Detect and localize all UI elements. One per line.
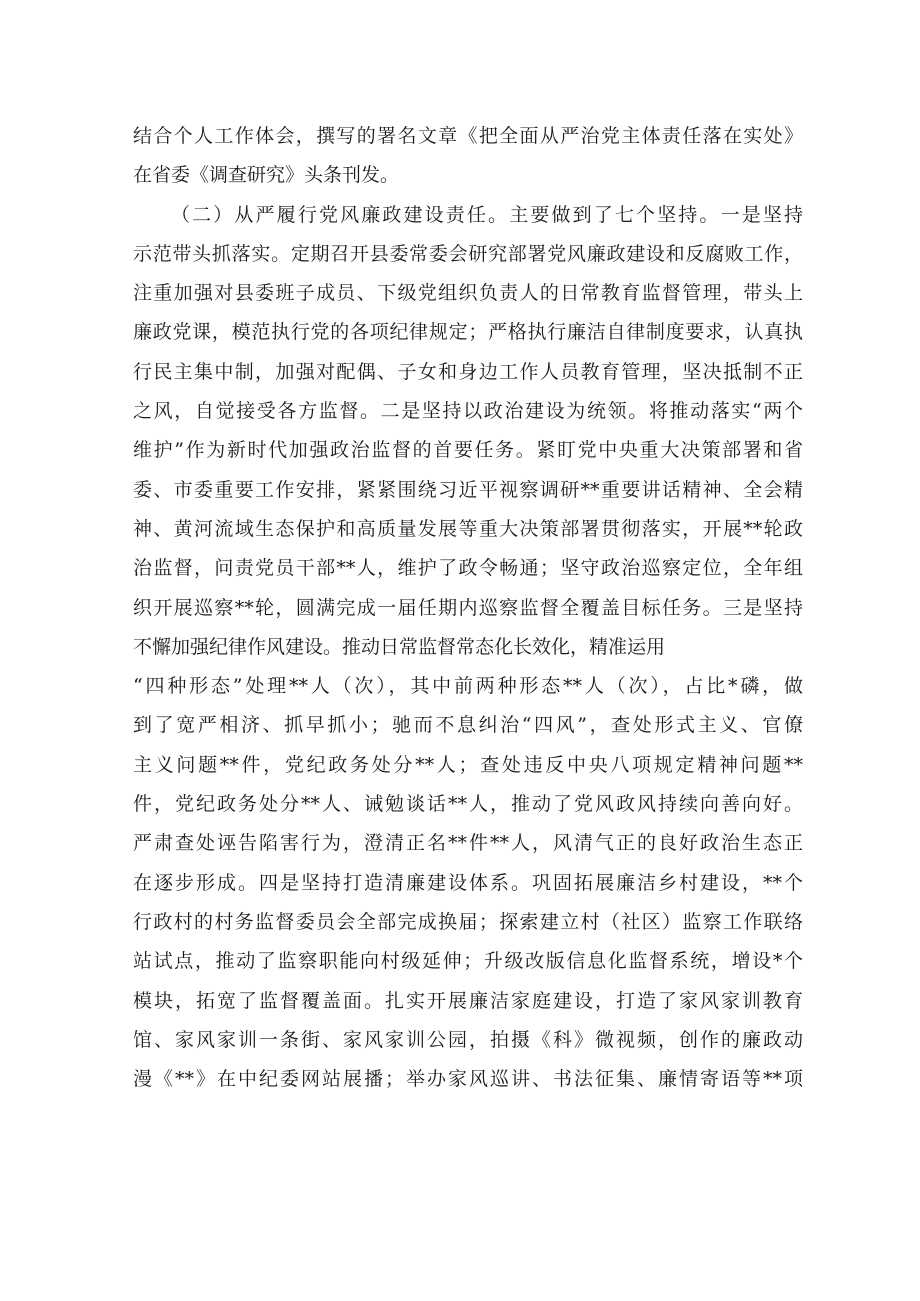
body-text <box>133 117 803 1099</box>
text-line: 模块，拓宽了监督覆盖面。扎实开展廉洁家庭建设，打造了家风家训教育 <box>133 989 803 1012</box>
text-line: 站试点，推动了监察职能向村级延伸；升级改版信息化监督系统，增设*个 <box>133 950 803 973</box>
text-line: 件，党纪政务处分**人、诫勉谈话**人，推动了党风政风持续向善向好。 <box>133 793 803 816</box>
text-line: 不懈加强纪律作风建设。推动日常监督常态化长效化，精准运用 <box>133 635 666 658</box>
text-line: 注重加强对县委班子成员、下级党组织负责人的日常教育监督管理，带头上 <box>133 282 803 305</box>
text-line: 馆、家风家训一条街、家风家训公园，拍摄《科》微视频，创作的廉政动 <box>133 1028 803 1051</box>
text-line: 行政村的村务监督委员会全部完成换届；探索建立村（社区）监察工作联络 <box>133 910 803 933</box>
text-line: 廉政党课，模范执行党的各项纪律规定；严格执行廉洁自律制度要求，认真执 <box>133 321 803 344</box>
text-line: 示范带头抓落实。定期召开县委常委会研究部署党风廉政建设和反腐败工作， <box>133 242 803 265</box>
text-line: 维护”作为新时代加强政治监督的首要任务。紧盯党中央重大决策部署和省 <box>133 439 803 462</box>
text-line: 严肃查处诬告陷害行为，澄清正名**件**人，风清气正的良好政治生态正 <box>133 832 803 855</box>
text-line: 委、市委重要工作安排，紧紧围绕习近平视察调研**重要讲话精神、全会精 <box>133 478 803 501</box>
text-line: 神、黄河流域生态保护和高质量发展等重大决策部署贯彻落实，开展**轮政 <box>133 517 803 540</box>
section-heading-line: （二）从严履行党风廉政建设责任。主要做到了七个坚持。一是坚持 <box>171 203 803 226</box>
text-line: 在省委《调查研究》头条刊发。 <box>133 164 400 187</box>
text-line: 之风，自觉接受各方监督。二是坚持以政治建设为统领。将推动落实“两个 <box>133 400 803 423</box>
text-line: 在逐步形成。四是坚持打造清廉建设体系。巩固拓展廉洁乡村建设，**个 <box>133 871 803 894</box>
text-line: 到了宽严相济、抓早抓小；驰而不息纠治“四风”，查处形式主义、官僚 <box>133 714 803 737</box>
text-line: 行民主集中制，加强对配偶、子女和身边工作人员教育管理，坚决抵制不正 <box>133 360 803 383</box>
text-line: 织开展巡察**轮，圆满完成一届任期内巡察监督全覆盖目标任务。三是坚持 <box>133 596 803 619</box>
text-line: 结合个人工作体会，撰写的署名文章《把全面从严治党主体责任落在实处》 <box>133 125 803 147</box>
text-line: 漫《**》在中纪委网站展播；举办家风巡讲、书法征集、廉情寄语等**项 <box>133 1068 803 1091</box>
text-line: 主义问题**件，党纪政务处分**人；查处违反中央八项规定精神问题** <box>133 753 803 776</box>
text-line: 治监督，问责党员干部**人，维护了政令畅通；坚守政治巡察定位，全年组 <box>133 557 803 580</box>
text-line: “四种形态”处理**人（次），其中前两种形态**人（次），占比*磷，做 <box>133 675 803 698</box>
